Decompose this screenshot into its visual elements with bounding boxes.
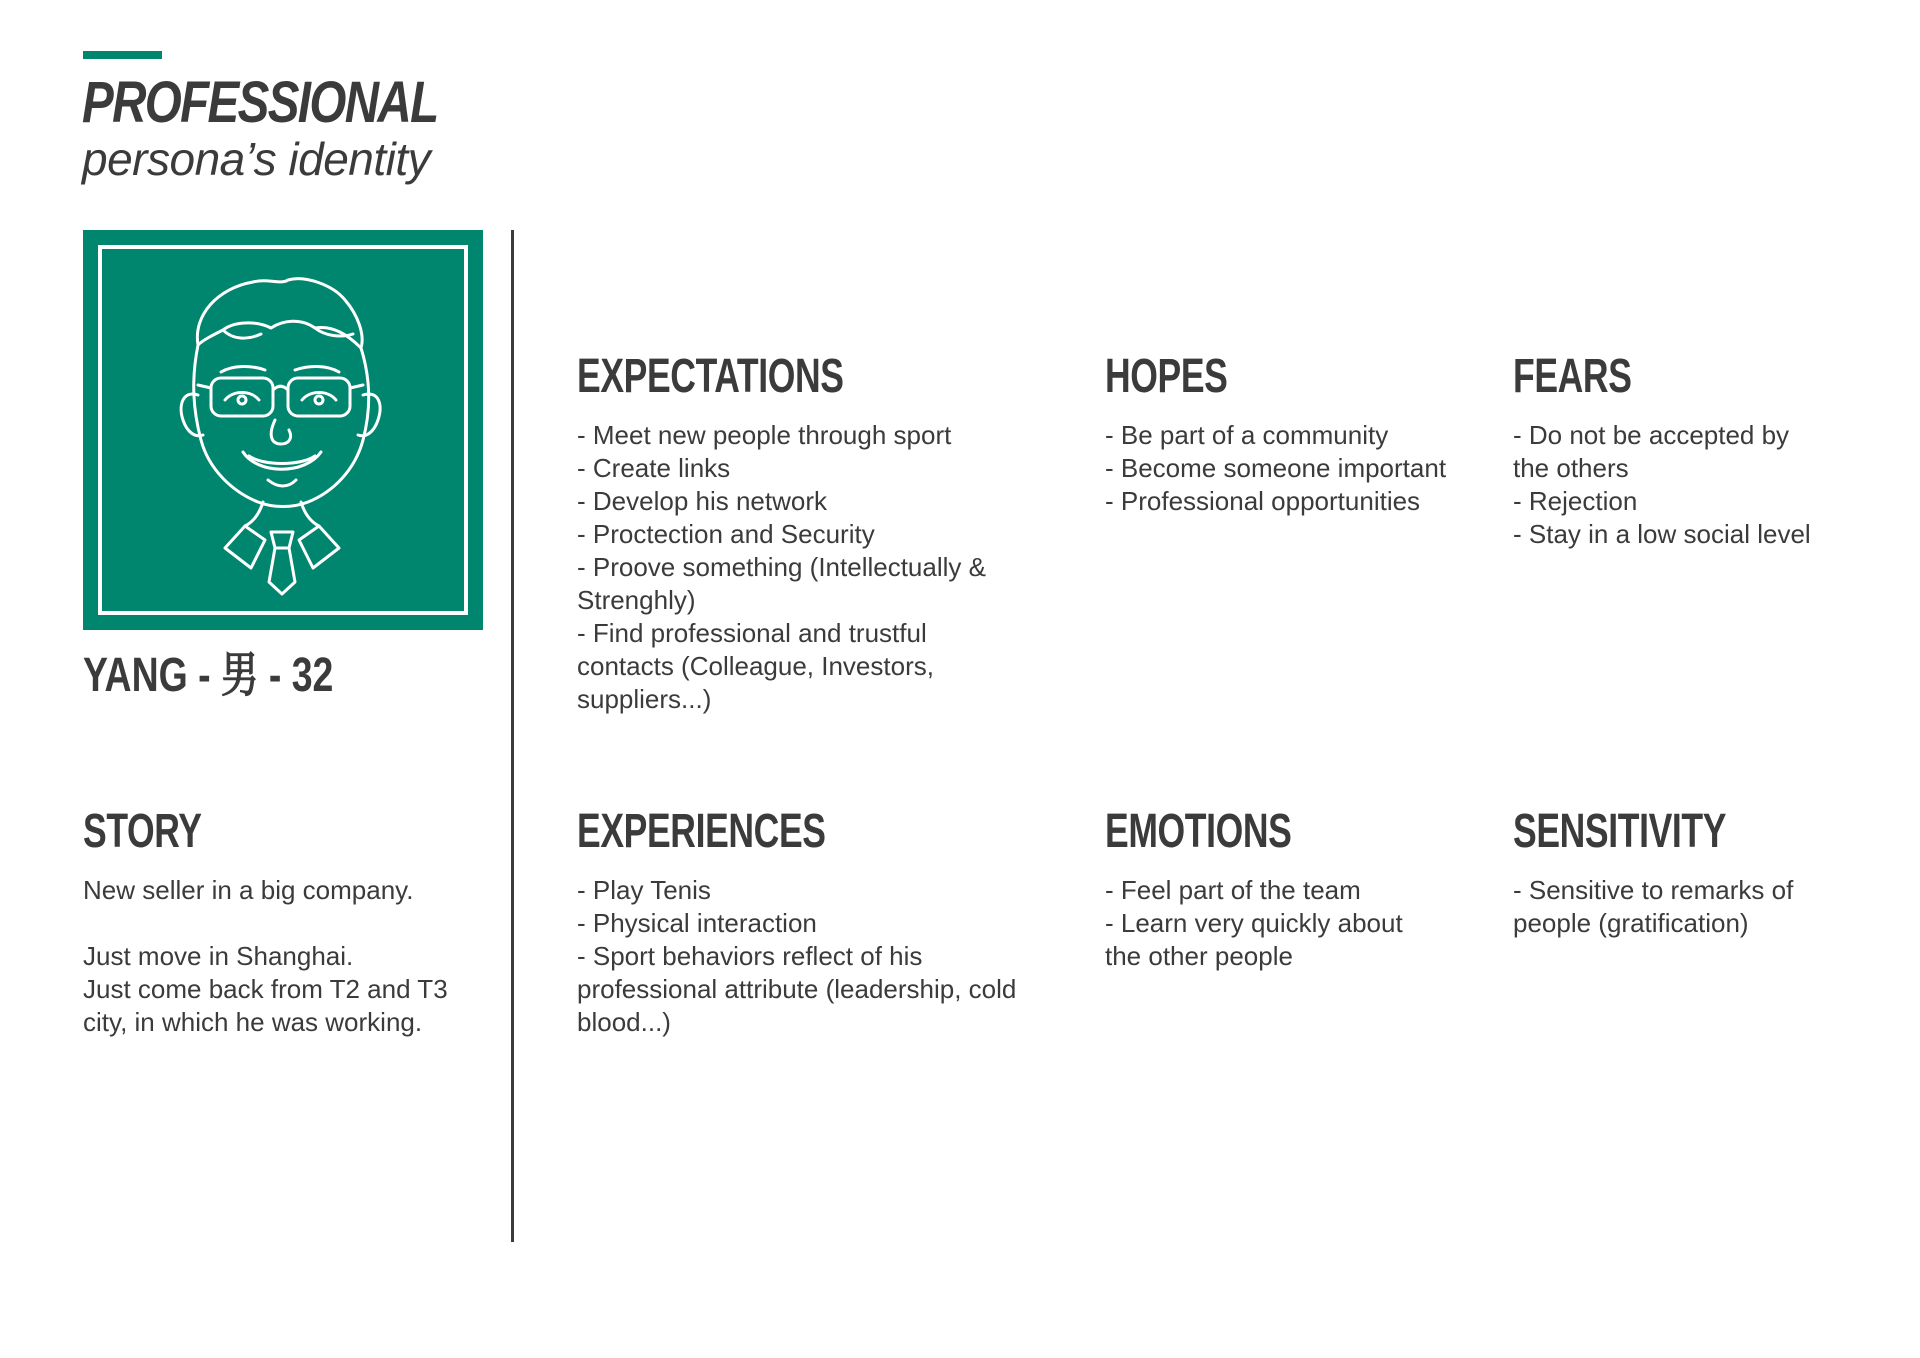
emotions-body	[1105, 874, 1485, 973]
persona-name: YANG - 男 - 32	[83, 649, 334, 702]
vertical-divider	[511, 230, 514, 1242]
emotions-section	[1105, 805, 1485, 973]
hopes-line: - Professional opportunities	[1105, 486, 1421, 516]
hopes-body	[1105, 419, 1485, 518]
experiences-line: - Play Tenis	[577, 875, 711, 905]
experiences-line: professional attribute (leadership, cold	[577, 974, 1017, 1004]
experiences-line: - Sport behaviors reflect of his	[577, 941, 923, 971]
experiences-line: blood...)	[577, 1007, 671, 1037]
expectations-body	[577, 419, 1057, 716]
hopes-heading: HOPES	[1105, 350, 1228, 403]
emotions-line: - Feel part of the team	[1105, 875, 1361, 905]
fears-line: - Do not be accepted by	[1513, 420, 1790, 450]
emotions-heading: EMOTIONS	[1105, 805, 1292, 858]
fears-line: the others	[1513, 453, 1629, 483]
emotions-line: - Learn very quickly about	[1105, 908, 1403, 938]
fears-line: - Rejection	[1513, 486, 1638, 516]
expectations-section	[577, 350, 1057, 716]
experiences-heading: EXPERIENCES	[577, 805, 826, 858]
expectations-line: suppliers...)	[577, 684, 712, 714]
sensitivity-body	[1513, 874, 1893, 940]
story-body	[83, 874, 483, 1039]
expectations-heading: EXPECTATIONS	[577, 350, 844, 403]
story-line: city, in which he was working.	[83, 1007, 423, 1037]
fears-heading: FEARS	[1513, 350, 1632, 403]
sensitivity-line: people (gratification)	[1513, 908, 1749, 938]
expectations-line: Strenghly)	[577, 585, 696, 615]
fears-section	[1513, 350, 1893, 551]
expectations-line: - Develop his network	[577, 486, 827, 516]
expectations-line: - Meet new people through sport	[577, 420, 952, 450]
man-with-glasses-icon	[83, 230, 483, 630]
story-line: Just move in Shanghai.	[83, 941, 354, 971]
expectations-line: - Proctection and Security	[577, 519, 875, 549]
story-heading: STORY	[83, 805, 202, 858]
sensitivity-line: - Sensitive to remarks of	[1513, 875, 1794, 905]
hopes-line: - Be part of a community	[1105, 420, 1389, 450]
emotions-line: the other people	[1105, 941, 1293, 971]
expectations-line: - Create links	[577, 453, 731, 483]
expectations-line: - Proove something (Intellectually &	[577, 552, 986, 582]
expectations-line: contacts (Colleague, Investors,	[577, 651, 934, 681]
page-title: PROFESSIONAL	[82, 70, 438, 135]
experiences-body	[577, 874, 1077, 1039]
fears-line: - Stay in a low social level	[1513, 519, 1811, 549]
expectations-line: - Find professional and trustful	[577, 618, 927, 648]
story-line: Just come back from T2 and T3	[83, 974, 448, 1004]
story-line: New seller in a big company.	[83, 875, 414, 905]
hopes-line: - Become someone important	[1105, 453, 1447, 483]
experiences-line: - Physical interaction	[577, 908, 817, 938]
sensitivity-heading: SENSITIVITY	[1513, 805, 1727, 858]
accent-bar	[83, 51, 162, 59]
persona-avatar	[83, 230, 483, 630]
experiences-section	[577, 805, 1077, 1039]
story-section	[83, 805, 483, 1039]
page-subtitle: persona’s identity	[82, 133, 431, 185]
story-spacer	[83, 907, 483, 940]
fears-body	[1513, 419, 1893, 551]
sensitivity-section	[1513, 805, 1893, 940]
hopes-section	[1105, 350, 1485, 518]
